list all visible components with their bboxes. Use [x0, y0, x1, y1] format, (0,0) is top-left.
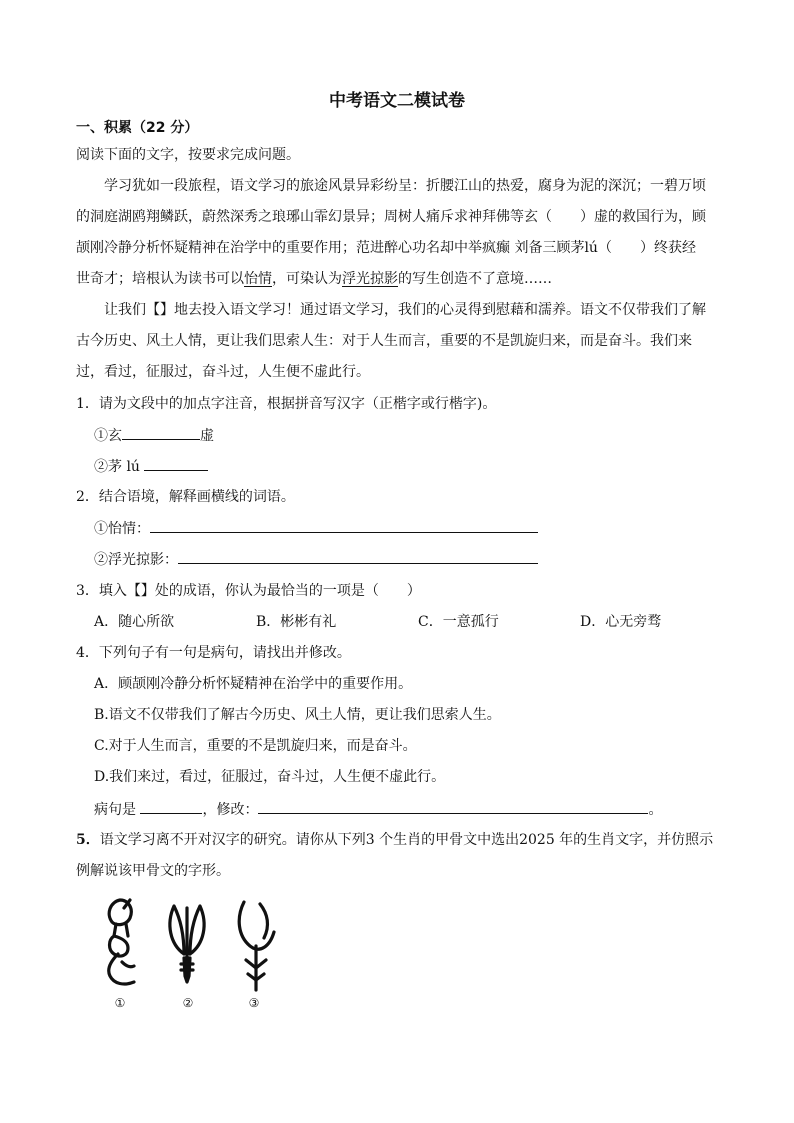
- passage-line: 过，看过，征服过，奋斗过，人生便不虚此行。: [76, 364, 370, 380]
- question-1-b: [94, 456, 754, 477]
- underlined-word: 怡情: [244, 271, 272, 287]
- q1-b-prefix: ②茅 lú: [94, 459, 140, 475]
- q2-a-label: ①怡情：: [94, 521, 150, 537]
- q4-fix-label: ，修改：: [202, 802, 259, 818]
- oracle-glyph-3-image: [230, 896, 280, 992]
- option-d[interactable]: D．心无旁骛: [580, 614, 662, 630]
- section-heading: 一、积累（22 分）: [76, 120, 199, 136]
- question-5-stem-2: 例解说该甲骨文的字形。: [76, 863, 230, 879]
- question-4-d: D.我们来过，看过，征服过，奋斗过，人生便不虚此行。: [94, 769, 446, 785]
- passage-line: 的洞庭湖鸥翔鳞跃，蔚然深秀之琅琊山霏幻景异；周树人痛斥求神拜佛等玄（ ）虚的救国行为，顾: [76, 209, 706, 225]
- question-2-b: [94, 549, 754, 570]
- q1-a-suffix: 虚: [200, 428, 214, 444]
- question-4-a: A．顾颉刚冷静分析怀疑精神在治学中的重要作用。: [94, 676, 413, 692]
- question-4-b: B.语文不仅带我们了解古今历史、风土人情，更让我们思索人生。: [94, 707, 501, 723]
- passage-line: 古今历史、风土人情，更让我们思索人生：对于人生而言，重要的不是凯旋归来，而是奋斗。我们来: [76, 333, 692, 349]
- question-3-options: [94, 612, 754, 632]
- answer-blank[interactable]: [140, 799, 202, 814]
- instruction: 阅读下面的文字，按要求完成问题。: [76, 147, 300, 163]
- page-title: 中考语文二模试卷: [329, 91, 465, 111]
- answer-blank[interactable]: [258, 799, 648, 814]
- option-b[interactable]: B．彬彬有礼: [256, 614, 337, 630]
- question-2-stem: 2．结合语境，解释画横线的词语。: [76, 489, 295, 505]
- glyph-label-1: ①: [114, 996, 126, 1010]
- question-1-a: [94, 425, 754, 446]
- question-5-text: 语文学习离不开对汉字的研究。请你从下列3 个生肖的甲骨文中选出2025 年的生肖文字，并仿照示: [99, 832, 714, 848]
- passage-text: ，可染认为: [272, 271, 342, 287]
- passage-text: 的写生创造不了意境……: [398, 271, 552, 287]
- passage-line: [76, 269, 736, 289]
- question-5-stem: [76, 830, 736, 850]
- answer-blank[interactable]: [150, 518, 538, 533]
- passage-line: 学习犹如一段旅程，语文学习的旅途风景异彩纷呈：折腰江山的热爱，腐身为泥的深沉；一碧万顷: [104, 178, 706, 194]
- q4-answer-label: 病句是: [94, 802, 136, 818]
- glyph-label-2: ②: [182, 996, 194, 1010]
- passage-line: 让我们【】地去投入语文学习！通过语文学习，我们的心灵得到慰藉和濡养。语文不仅带我们了解: [104, 302, 706, 318]
- oracle-glyph-1-image: [100, 896, 146, 992]
- question-2-a: [94, 518, 754, 539]
- glyph-label-3: ③: [248, 996, 260, 1010]
- question-1-stem: 1．请为文段中的加点字注音，根据拼音写汉字（正楷字或行楷字)。: [76, 396, 497, 412]
- answer-blank[interactable]: [122, 425, 200, 440]
- question-3-stem: 3．填入【】处的成语，你认为最恰当的一项是（ ）: [76, 583, 421, 599]
- option-a[interactable]: A．随心所欲: [94, 614, 175, 630]
- q4-end: 。: [648, 802, 663, 818]
- oracle-glyph-2-image: [162, 898, 212, 992]
- passage-line: 颉刚冷静分析怀疑精神在治学中的重要作用；范进醉心功名却中举疯癫 刘备三顾茅lú（ ）终获经: [76, 240, 696, 256]
- question-4-c: C.对于人生而言，重要的不是凯旋归来，而是奋斗。: [94, 738, 417, 754]
- q1-a-prefix: ①玄: [94, 428, 122, 444]
- underlined-word: 浮光掠影: [342, 271, 398, 287]
- question-4-answer: [94, 799, 754, 820]
- answer-blank[interactable]: [144, 456, 208, 471]
- q2-b-label: ②浮光掠影：: [94, 552, 178, 568]
- answer-blank[interactable]: [178, 549, 538, 564]
- question-4-stem: 4．下列句子有一句是病句，请找出并修改。: [76, 645, 351, 661]
- question-5-number: 5．: [76, 832, 100, 848]
- passage-text: 世奇才；培根认为读书可以: [76, 271, 244, 287]
- option-c[interactable]: C．一意孤行: [418, 614, 499, 630]
